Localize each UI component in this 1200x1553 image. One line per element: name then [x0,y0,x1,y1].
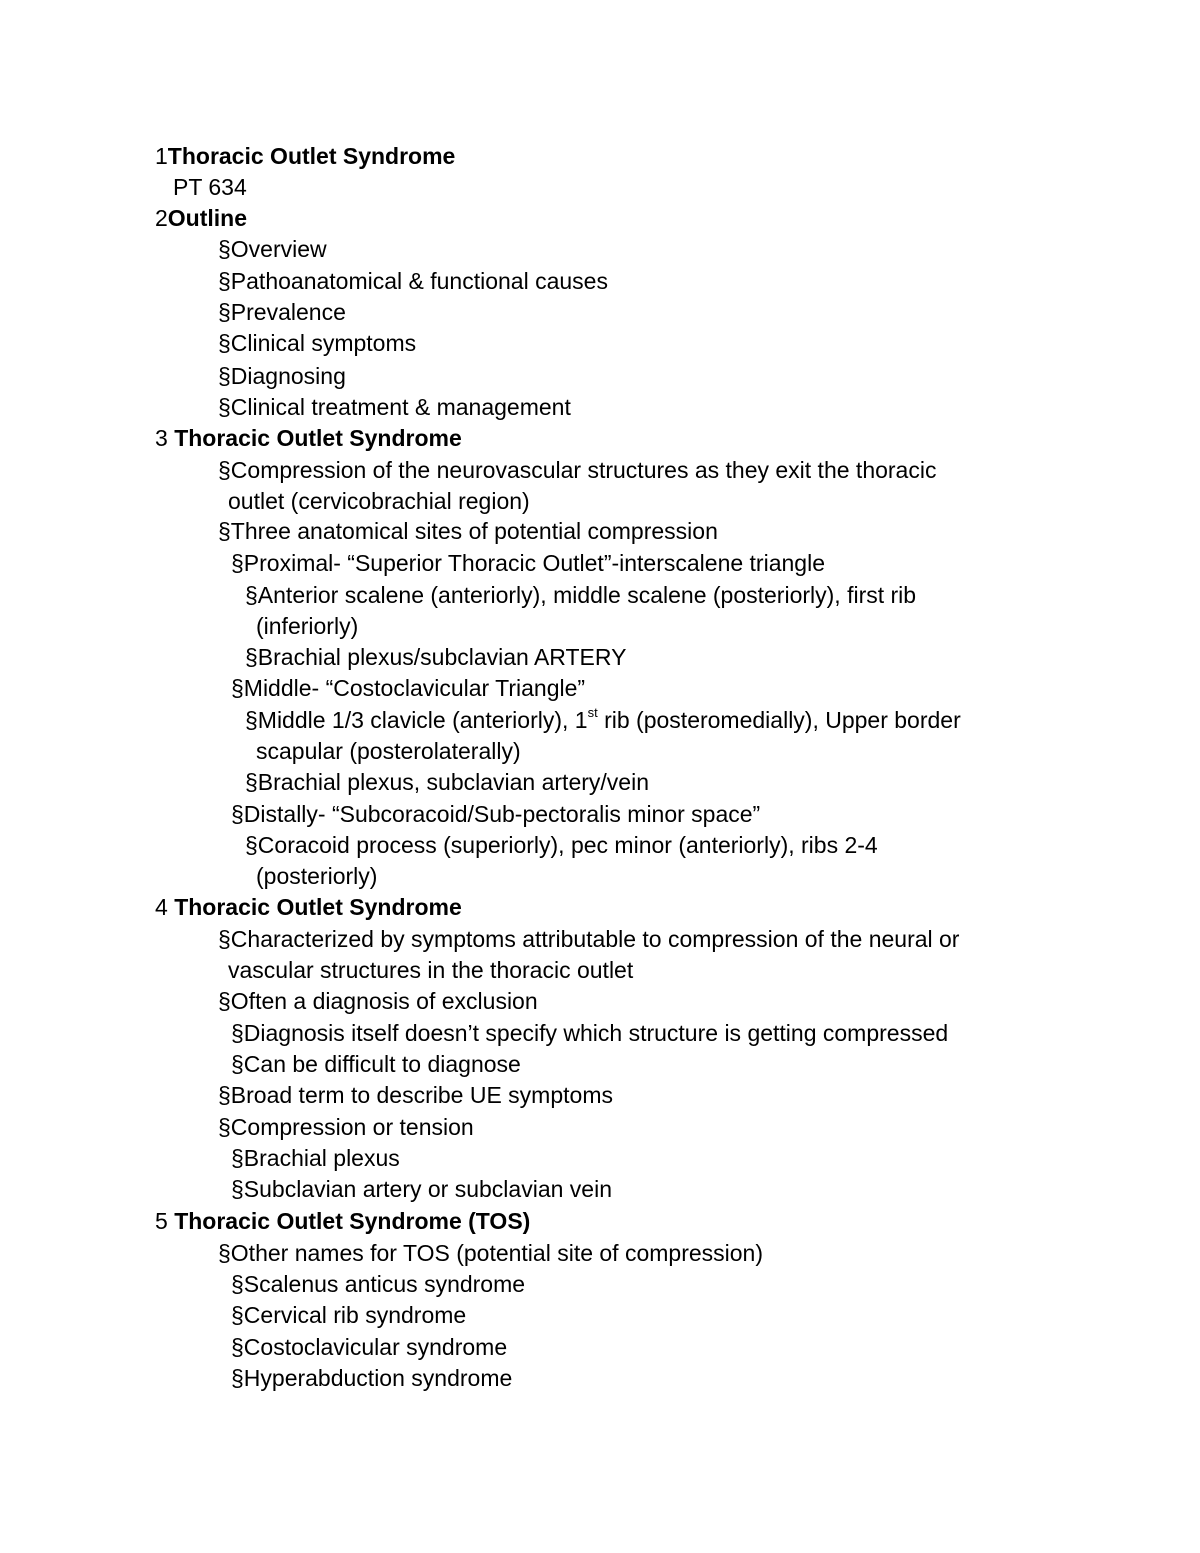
slide-number: 4 [155,894,175,920]
sub-sub-bullet: §Coracoid process (superiorly), pec minor (anteriorly), ribs 2-4 [245,832,878,858]
bullet: §Compression or tension [218,1114,474,1140]
sub-bullet: §Scalenus anticus syndrome [231,1271,526,1297]
sub-bullet: §Costoclavicular syndrome [231,1334,508,1360]
bullet: §Often a diagnosis of exclusion [218,988,538,1014]
sub-bullet: §Cervical rib syndrome [231,1302,467,1328]
slide-heading [155,141,455,172]
slide-number: 1 [155,143,168,169]
slide-title: Thoracic Outlet Syndrome [174,894,462,920]
slide-title: Outline [167,205,248,231]
slide-heading [155,423,462,454]
bullet: §Three anatomical sites of potential compression [218,518,718,544]
bullet-text: rib (posteromedially), Upper border [597,707,961,733]
bullet: §Characterized by symptoms attributable to compression of the neural or [218,926,960,952]
slide-heading [155,1206,530,1237]
sub-sub-bullet: §Brachial plexus, subclavian artery/vein [245,769,649,795]
sub-bullet: §Can be difficult to diagnose [231,1051,521,1077]
bullet-continuation: (inferiorly) [256,613,359,639]
outline-item: §Prevalence [218,299,346,325]
sub-bullet: §Distally- “Subcoracoid/Sub-pectoralis minor space” [231,801,761,827]
bullet-continuation: scapular (posterolaterally) [256,738,521,764]
slide-heading [155,892,462,923]
sub-bullet: §Hyperabduction syndrome [231,1365,513,1391]
sub-bullet: §Diagnosis itself doesn’t specify which structure is getting compressed [231,1020,949,1046]
bullet-continuation: outlet (cervicobrachial region) [228,488,530,514]
slide-number: 3 [155,425,175,451]
slide-title: Thoracic Outlet Syndrome [167,143,456,169]
outline-item: §Diagnosing [218,363,346,389]
bullet: §Compression of the neurovascular structures as they exit the thoracic [218,457,937,483]
sub-bullet: §Brachial plexus [231,1145,400,1171]
outline-item: §Clinical symptoms [218,330,417,356]
superscript: st [587,705,598,721]
bullet: §Broad term to describe UE symptoms [218,1082,613,1108]
bullet-continuation: vascular structures in the thoracic outlet [228,957,634,983]
slide-title: Thoracic Outlet Syndrome [174,425,462,451]
sub-sub-bullet: §Anterior scalene (anteriorly), middle scalene (posteriorly), first rib [245,582,917,608]
sub-bullet: §Subclavian artery or subclavian vein [231,1176,612,1202]
bullet-text: §Middle 1/3 clavicle (anteriorly), 1 [245,707,588,733]
slide-number: 5 [155,1208,175,1234]
sub-sub-bullet [245,705,961,736]
outline-item: §Overview [218,236,327,262]
bullet-continuation: (posteriorly) [256,863,378,889]
outline-item: §Pathoanatomical & functional causes [218,268,608,294]
sub-bullet: §Middle- “Costoclavicular Triangle” [231,675,586,701]
outline-item: §Clinical treatment & management [218,394,571,420]
sub-bullet: §Proximal- “Superior Thoracic Outlet”-interscalene triangle [231,550,825,576]
bullet: §Other names for TOS (potential site of compression) [218,1240,764,1266]
slide-subtitle: PT 634 [173,174,247,200]
sub-sub-bullet: §Brachial plexus/subclavian ARTERY [245,644,627,670]
slide-heading [155,203,247,234]
slide-number: 2 [155,205,168,231]
slide-title: Thoracic Outlet Syndrome (TOS) [174,1208,531,1234]
